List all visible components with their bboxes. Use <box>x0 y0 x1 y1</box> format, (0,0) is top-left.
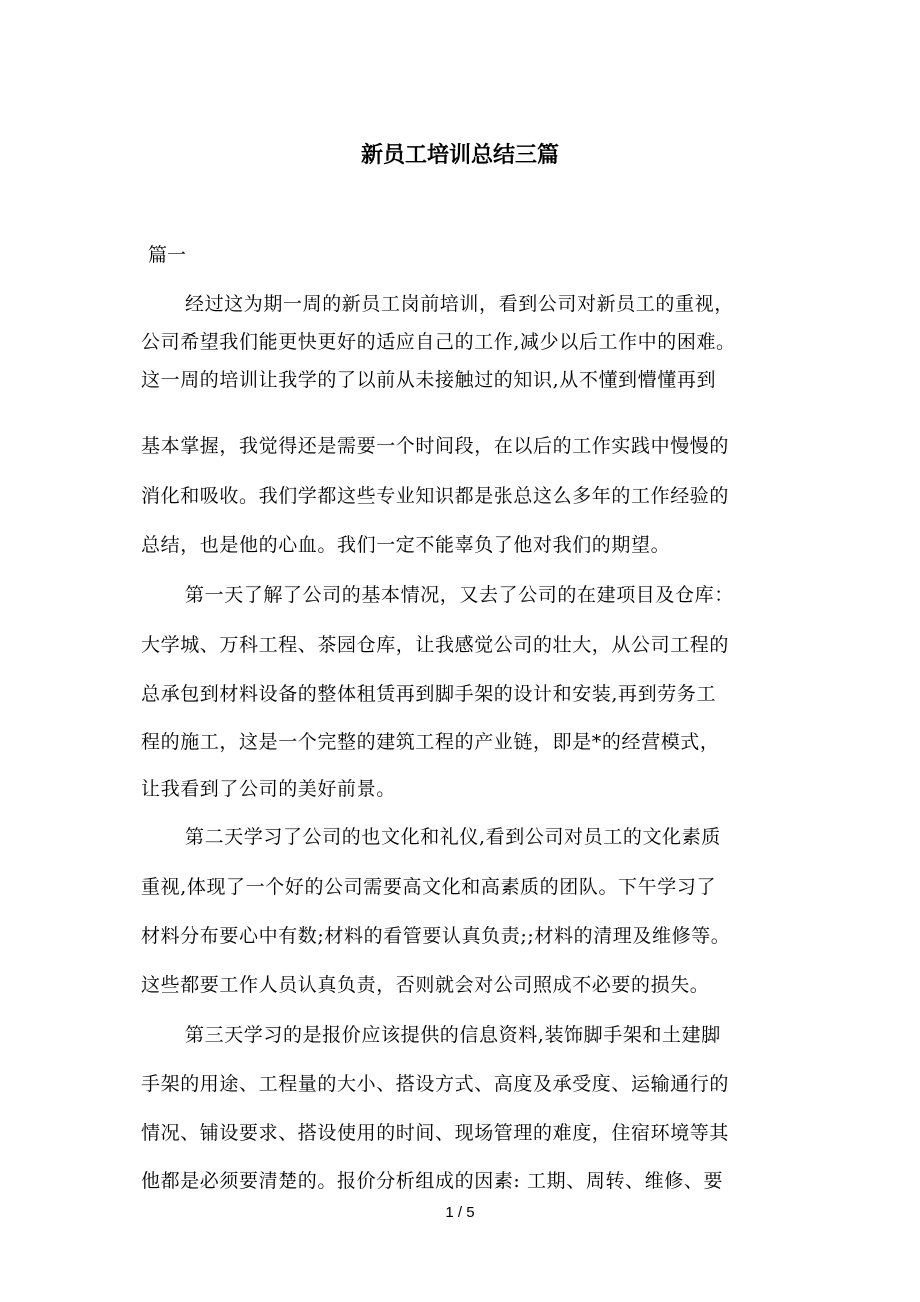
paragraph-line: 情况、铺设要求、搭设使用的时间、现场管理的难度，住宿环境等其 <box>141 1122 730 1144</box>
paragraph-line: 让我看到了公司的美好前景。 <box>141 778 396 800</box>
section-heading: 篇一 <box>148 244 187 266</box>
paragraph-line: 第三天学习的是报价应该提供的信息资料,装饰脚手架和土建脚 <box>185 1024 721 1046</box>
paragraph-line: 他都是必须要清楚的。报价分析组成的因素: 工期、周转、维修、要 <box>141 1170 724 1192</box>
paragraph-line: 重视,体现了一个好的公司需要高文化和高素质的团队。下午学习了 <box>141 876 717 898</box>
document-title: 新员工培训总结三篇 <box>360 143 559 168</box>
paragraph-line: 手架的用途、工程量的大小、搭设方式、高度及承受度、运输通行的 <box>141 1073 730 1095</box>
paragraph-line: 消化和吸收。我们学都这些专业知识都是张总这么多年的工作经验的 <box>141 485 730 507</box>
page-indicator: 1 / 5 <box>445 1204 475 1221</box>
paragraph-line: 经过这为期一周的新员工岗前培训，看到公司对新员工的重视， <box>185 293 734 315</box>
paragraph-line: 这些都要工作人员认真负责，否则就会对公司照成不必要的损失。 <box>141 974 710 996</box>
paragraph-line: 公司希望我们能更快更好的适应自己的工作,减少以后工作中的困难。 <box>141 331 736 353</box>
paragraph-line: 总承包到材料设备的整体租赁再到脚手架的设计和安装,再到劳务工 <box>141 683 717 705</box>
paragraph-line: 总结，也是他的心血。我们一定不能辜负了他对我们的期望。 <box>141 534 671 556</box>
paragraph-line: 这一周的培训让我学的了以前从未接触过的知识,从不懂到懵懂再到 <box>141 369 717 391</box>
paragraph-line: 第一天了解了公司的基本情况，又去了公司的在建项目及仓库： <box>185 584 734 606</box>
paragraph-line: 基本掌握，我觉得还是需要一个时间段，在以后的工作实践中慢慢的 <box>141 435 730 457</box>
paragraph-line: 材料分布要心中有数;材料的看管要认真负责;;材料的清理及维修等。 <box>141 925 731 947</box>
paragraph-line: 第二天学习了公司的也文化和礼仪,看到公司对员工的文化素质 <box>185 826 721 848</box>
paragraph-line: 大学城、万科工程、茶园仓库，让我感觉公司的壮大，从公司工程的 <box>141 634 730 656</box>
paragraph-line: 程的施工，这是一个完整的建筑工程的产业链，即是*的经营模式， <box>141 731 720 753</box>
